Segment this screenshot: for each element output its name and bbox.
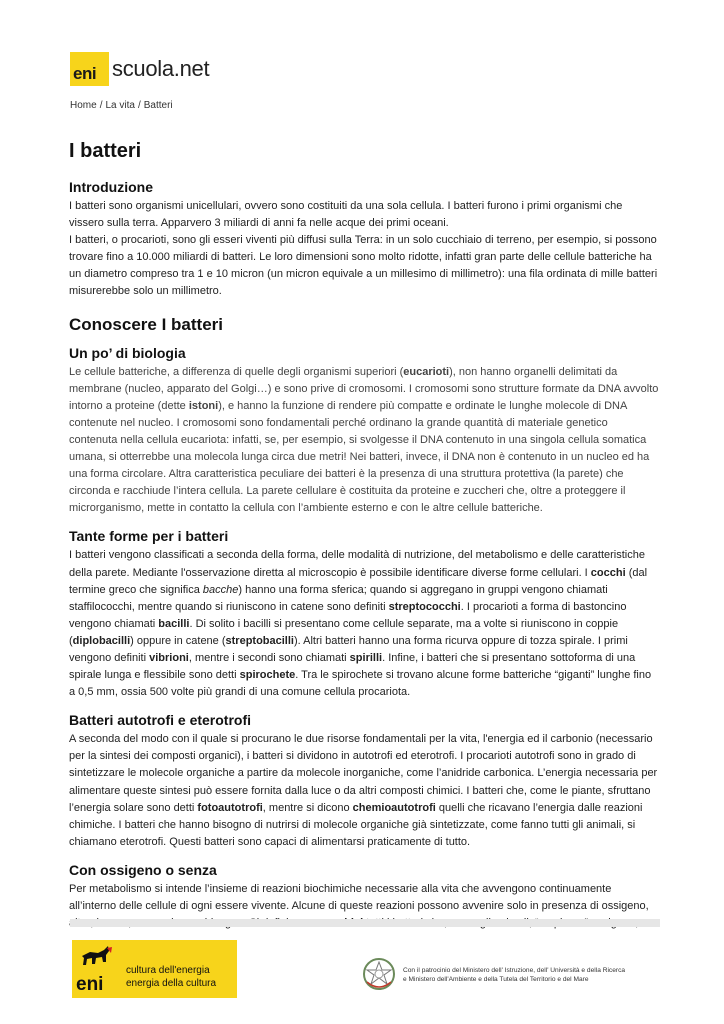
breadcrumb xyxy=(70,100,173,111)
eni-cultura-logo xyxy=(72,940,237,998)
ossigeno-paragraph: Per metabolismo si intende l’insieme di reazioni biochimiche necessarie alla vita che avvengono continuamente all’interno delle cellule di ogni essere vivente. Alcune di queste reazioni possono avvenire solo in presenza di ossigeno, xyxy=(69,882,649,912)
footer-tagline: cultura dell'energia energia della cultura xyxy=(126,965,217,989)
page-title: I batteri xyxy=(69,140,142,162)
footer-divider xyxy=(70,919,660,927)
logo-eni-text: eni xyxy=(73,64,97,83)
breadcrumb-separator: / xyxy=(99,100,103,111)
intro-paragraph-2: I batteri, o procarioti, sono gli esseri viventi più diffusi sulla Terra: in un solo cucchiaio di terreno, per esempio, si possono trovare fino a 10.000 miliardi di batteri. Le loro dimensioni sono molto ridotte, infatti gran parte delle cellule batteriche ha un diametro compreso tra 1 e 10 micron (un micron equivale a un millesimo di millimetro): una fila ordinata di mille batteri misurerebbe solo un millimetro. xyxy=(69,234,658,298)
breadcrumb-separator: / xyxy=(137,100,141,111)
breadcrumb-home[interactable]: Home xyxy=(70,100,97,111)
article-content xyxy=(69,132,659,932)
intro-paragraph-1: I batteri sono organismi unicellulari, ovvero sono costituiti da una sola cellula. I batteri furono i primi organismi che vissero sulla terra. Apparvero 3 miliardi di anni fa nelle acque dei primi oceani. xyxy=(69,200,623,230)
biologia-heading: Un po’ di biologia xyxy=(69,344,186,361)
section-heading-conoscere: Conoscere I batteri xyxy=(69,314,223,334)
eni-logo-box xyxy=(70,52,109,86)
intro-heading: Introduzione xyxy=(69,179,153,195)
ossigeno-heading: Con ossigeno o senza xyxy=(69,861,217,878)
six-legged-dog-icon xyxy=(78,944,114,972)
forme-heading: Tante forme per i batteri xyxy=(69,528,229,545)
footer-eni-text: eni xyxy=(76,974,104,995)
breadcrumb-current: Batteri xyxy=(143,100,173,111)
italian-republic-emblem-icon xyxy=(361,956,397,992)
autotrofi-paragraph: A seconda del modo con il quale si procurano le due risorse fondamentali per la vita, l'energia ed il carbonio (necessario per la sintesi dei composti organici), i batteri si dividono in autotrofi ed eterotrofi. I procarioti autotrofi sono in grado di sintetizzare le molecole organiche a partire da molecole inorganiche, come l’anidride carbonica. L’energia necessaria per alimentare queste sintesi può essere fornita dalla luce o da altri composti chimici. I batteri che, come le piante, sfruttano l’energia solare sono detti fotoautotrofi, mentre si dicono chemioautotrofi quelli che ricavano l’energia dalle reazioni chimiche. I batteri che hanno bisogno di nutrirsi di molecole organiche già sintetizzate, come fanno tutti gli animali, si chiamano eterotrofi. Questi batteri sono capaci di alimentarsi praticamente di tutto. xyxy=(69,733,658,848)
forme-paragraph: I batteri vengono classificati a seconda della forma, delle modalità di nutrizione, del metabolismo e delle caratteristiche della parete. Mediante l'osservazione diretta al microscopio è possibile identificare diverse forme cellulari. I cocchi (dal termine greco che significa bacche) hanno una forma sferica; quando si aggregano in gruppi vengono chiamati staffilococchi, mentre quando si riuniscono in catene sono definiti streptococchi. I procarioti a forma di bastoncino vengono chiamati bacilli. Di solito i bacilli si presentano come cellule separate, ma a volte si riuniscono in coppie (diplobacilli) oppure in catene (streptobacilli). Altri batteri hanno una forma ricurva oppure di tozza spirale. I primi vengono definiti vibrioni, mentre i secondi sono chiamati spirilli. Infine, i batteri che si presentano sottoforma di una spirale lunga e flessibile sono detti spirochete. Tra le spirochete si trovano alcune forme batteriche “giganti” lunghe fino a 0,5 mm, ossia 500 volte più grandi di una comune cellula procariota. xyxy=(69,549,652,699)
logo-scuola-text: scuola.net xyxy=(112,56,210,81)
autotrofi-heading: Batteri autotrofi e eterotrofi xyxy=(69,712,252,729)
patronage-text: Con il patrocinio del Ministero dell' Istruzione, dell' Università e della Ricerca e Ministero dell'Ambiente e della Tutela del Territorio e del Mare xyxy=(403,967,626,983)
breadcrumb-section[interactable]: La vita xyxy=(105,100,135,111)
biologia-paragraph: Le cellule batteriche, a differenza di quelle degli organismi superiori (eucarioti), non hanno organelli delimitati da membrane (nucleo, apparato del Golgi…) e sono prive di cromosomi. I cromosomi sono strutture formate da DNA avvolto intorno a proteine (dette istoni), e hanno la funzione di rendere più compatte e ordinate le lunghe molecole di DNA contenute nel nucleo. I cromosomi sono fondamentali perché ordinano la grande quantità di materiale genetico contenuta nella cellula eucariota: infatti, se, per esempio, si svolgesse il DNA contenuto in una singola cellula somatica umana, si otterrebbe una molecola lunga circa due metri! Nei batteri, invece, il DNA non è contenuto in un nucleo ed ha una forma circolare. Altra caratteristica peculiare dei batteri è la presenza di una struttura protettiva (la parete) che circonda e racchiude l’intera cellula. La parete cellulare è costituita da proteine e zuccheri che, oltre a proteggere il microrganismo, mette in contatto la cellula con l’ambiente esterno e con le altre cellule batteriche. xyxy=(69,365,659,515)
eniscuola-logo[interactable] xyxy=(70,52,209,86)
